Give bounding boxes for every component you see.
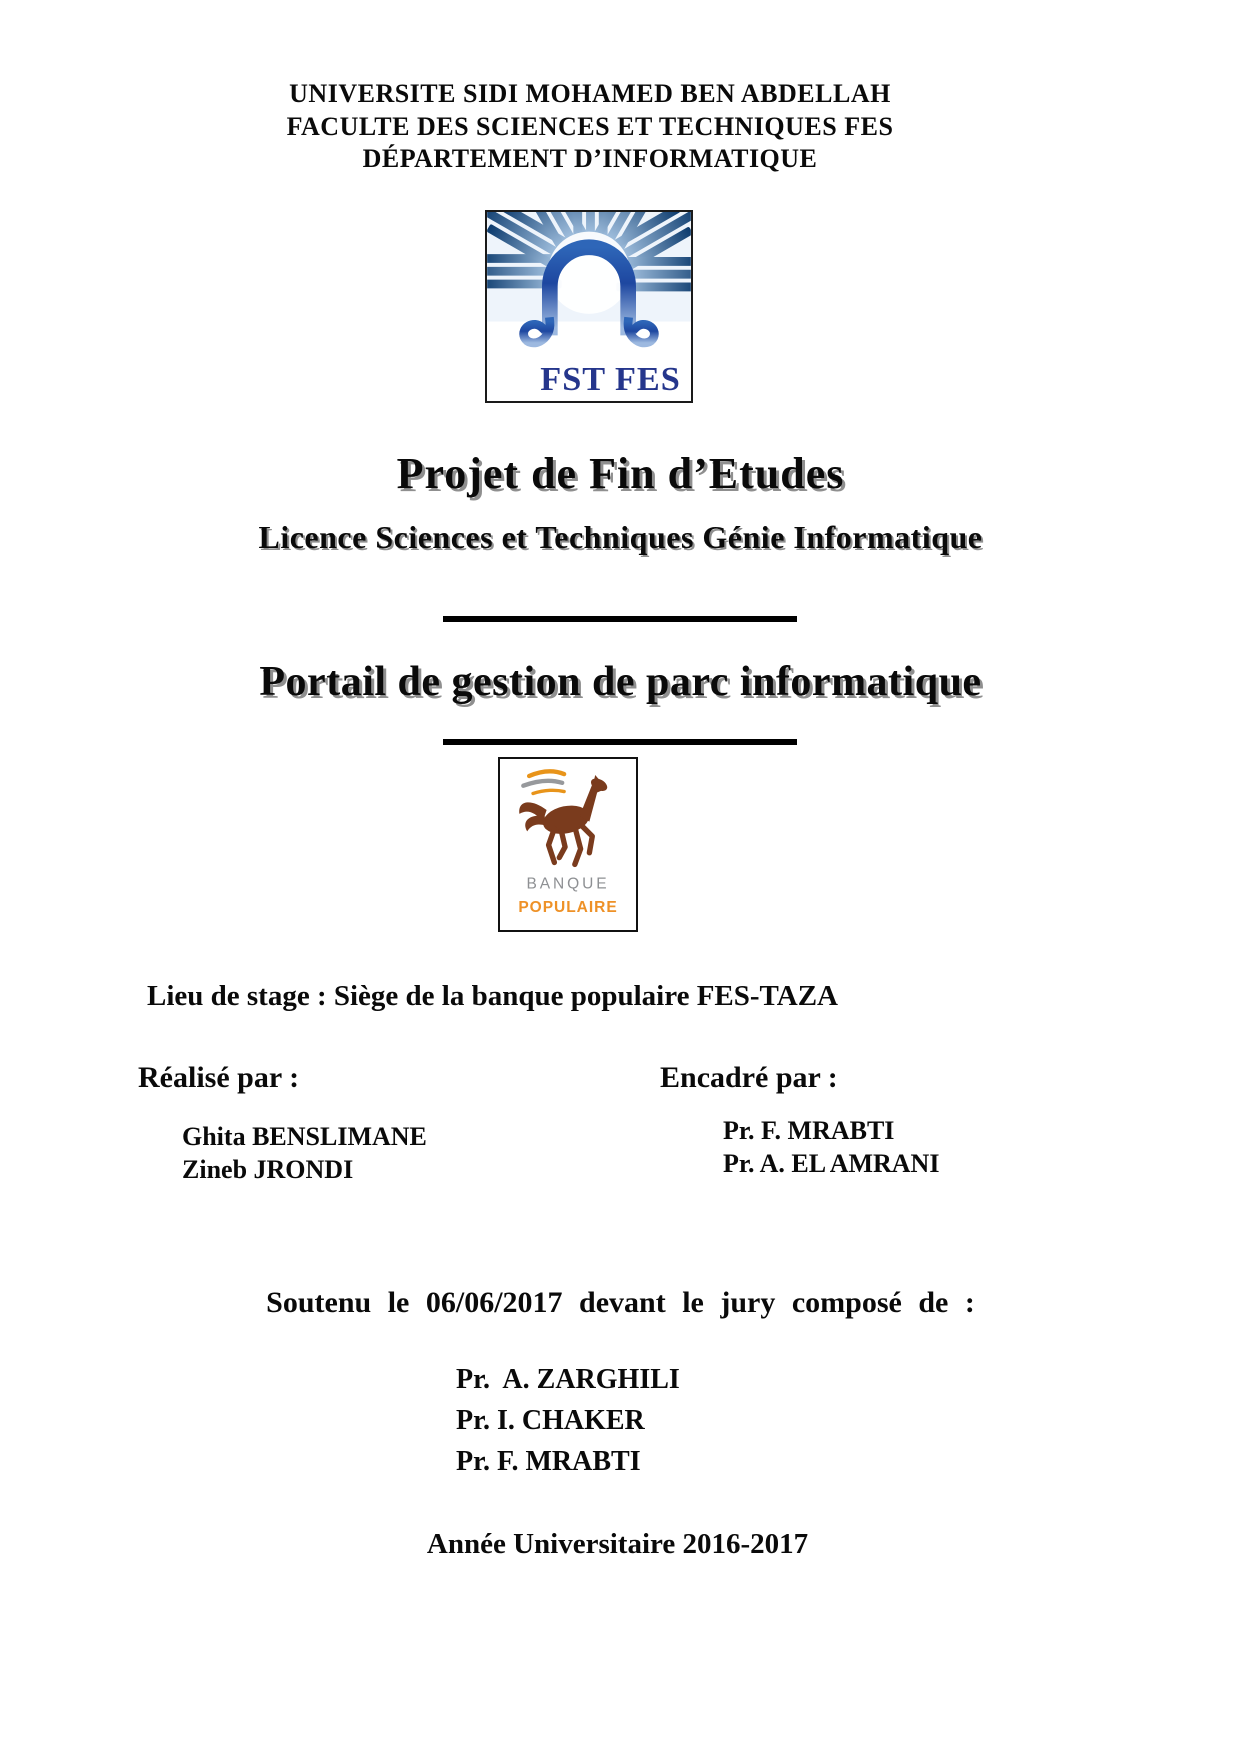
bank-name-line2: POPULAIRE xyxy=(518,899,618,917)
fst-fes-logo xyxy=(485,210,693,403)
internship-location: Lieu de stage : Siège de la banque populaire FES-TAZA xyxy=(147,980,838,1012)
degree-title: Licence Sciences et Techniques Génie Informatique xyxy=(258,519,983,555)
student-names xyxy=(182,1120,427,1186)
banque-populaire-logo-graphic xyxy=(500,759,636,930)
defense-statement: Soutenu le 06/06/2017 devant le jury composé de : xyxy=(266,1286,975,1319)
student-name: Zineb JRONDI xyxy=(182,1155,354,1184)
banque-populaire-logo xyxy=(498,757,638,932)
supervisor-name: Pr. A. EL AMRANI xyxy=(723,1149,940,1178)
fst-fes-logo-graphic xyxy=(487,212,691,401)
supervisor-names xyxy=(723,1114,939,1180)
jury-member: Pr. A. ZARGHILI xyxy=(456,1364,680,1395)
university-header xyxy=(0,78,1180,176)
bank-name-line1: BANQUE xyxy=(526,875,610,893)
realized-by-label: Réalisé par : xyxy=(138,1061,300,1094)
project-type-title: Projet de Fin d’Etudes xyxy=(396,449,845,498)
divider-bottom xyxy=(443,739,797,745)
supervisor-name: Pr. F. MRABTI xyxy=(723,1116,895,1145)
project-subject-title: Portail de gestion de parc informatique xyxy=(259,659,982,705)
student-name: Ghita BENSLIMANE xyxy=(182,1122,427,1151)
faculty-name: FACULTE DES SCIENCES ET TECHNIQUES FES xyxy=(286,111,894,141)
university-name: UNIVERSITE SIDI MOHAMED BEN ABDELLAH xyxy=(289,79,891,108)
divider-top xyxy=(443,616,797,622)
academic-year: Année Universitaire 2016-2017 xyxy=(426,1528,809,1560)
supervised-by-label: Encadré par : xyxy=(660,1061,838,1094)
fst-fes-logo-text: FST FES xyxy=(540,360,681,399)
jury-member: Pr. I. CHAKER xyxy=(456,1405,645,1436)
jury-member: Pr. F. MRABTI xyxy=(456,1446,641,1477)
jury-list xyxy=(456,1359,680,1482)
department-name: DÉPARTEMENT D’INFORMATIQUE xyxy=(362,144,818,173)
